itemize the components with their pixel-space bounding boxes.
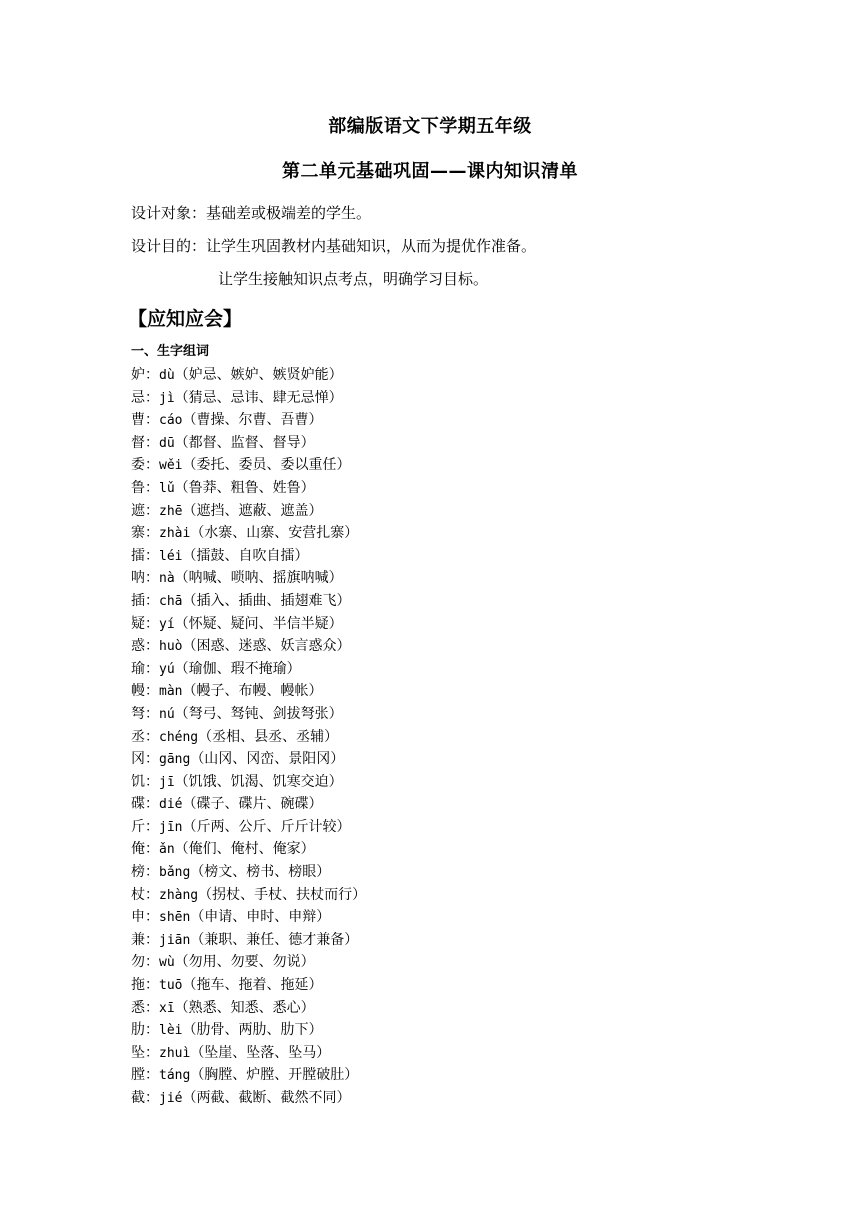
list-item xyxy=(131,951,366,974)
list-item xyxy=(131,477,366,500)
vocab-separator: ： xyxy=(145,728,159,745)
vocab-char: 斤 xyxy=(131,818,145,835)
vocab-char: 遮 xyxy=(131,502,145,519)
list-item xyxy=(131,1042,366,1065)
list-item xyxy=(131,771,366,794)
vocab-pinyin: dié xyxy=(159,797,183,813)
vocab-pinyin: yú xyxy=(159,661,175,677)
vocab-separator: ： xyxy=(145,570,159,587)
vocab-words: （申请、申时、申辩） xyxy=(190,909,331,926)
vocab-char: 俺 xyxy=(131,841,145,858)
list-item xyxy=(131,906,366,929)
vocab-char: 委 xyxy=(131,457,145,474)
vocab-char: 碟 xyxy=(131,796,145,813)
list-item xyxy=(131,432,366,455)
vocab-separator: ： xyxy=(145,886,159,903)
vocab-words: （斤两、公斤、斤斤计较） xyxy=(182,818,351,835)
vocab-separator: ： xyxy=(145,909,159,926)
list-item xyxy=(131,929,366,952)
vocab-pinyin: yí xyxy=(159,616,175,632)
vocab-words: （鲁莽、粗鲁、姓鲁） xyxy=(174,479,315,496)
vocab-char: 寨 xyxy=(131,525,145,542)
vocab-words: （碟子、碟片、碗碟） xyxy=(182,796,323,813)
vocab-words: （熟悉、知悉、悉心） xyxy=(174,999,315,1016)
design-target-value: 基础差或极端差的学生。 xyxy=(206,204,372,222)
vocab-separator: ： xyxy=(145,638,159,655)
vocab-char: 截 xyxy=(131,1090,145,1106)
list-item xyxy=(131,545,366,568)
list-item xyxy=(131,884,366,907)
vocab-words: （曹操、尔曹、吾曹） xyxy=(182,412,323,429)
vocab-char: 丞 xyxy=(131,728,145,745)
vocab-char: 瑜 xyxy=(131,660,145,677)
design-goal-row-2 xyxy=(218,268,488,290)
vocab-pinyin: jiān xyxy=(159,932,191,948)
vocab-char: 惑 xyxy=(131,638,145,655)
list-item xyxy=(131,590,366,613)
vocab-pinyin: wù xyxy=(159,955,175,971)
list-item xyxy=(131,1087,366,1110)
vocab-pinyin: chā xyxy=(159,593,183,609)
vocab-separator: ： xyxy=(145,412,159,429)
document-title: 部编版语文下学期五年级 xyxy=(328,116,532,137)
vocab-words: （拐杖、手杖、扶杖而行） xyxy=(198,886,367,903)
vocab-char: 呐 xyxy=(131,570,145,587)
vocab-words: （拖车、拖着、拖延） xyxy=(182,977,323,994)
vocab-separator: ： xyxy=(145,1022,159,1039)
list-item xyxy=(131,364,366,387)
vocab-char: 弩 xyxy=(131,705,145,722)
vocab-separator: ： xyxy=(145,931,159,948)
vocab-char: 鲁 xyxy=(131,479,145,496)
list-item xyxy=(131,635,366,658)
list-item xyxy=(131,680,366,703)
vocab-pinyin: zhàng xyxy=(159,887,199,903)
vocab-separator: ： xyxy=(145,773,159,790)
vocab-char: 冈 xyxy=(131,751,145,768)
vocab-words: （猜忌、忌讳、肆无忌惮） xyxy=(174,389,343,406)
vocab-char: 坠 xyxy=(131,1044,145,1061)
vocab-separator: ： xyxy=(145,818,159,835)
vocab-list xyxy=(131,364,366,1110)
vocab-words: （弩弓、驽钝、剑拔弩张） xyxy=(174,705,343,722)
vocab-separator: ： xyxy=(145,457,159,474)
list-item xyxy=(131,613,366,636)
list-item xyxy=(131,1019,366,1042)
vocab-char: 忌 xyxy=(131,389,145,406)
list-item xyxy=(131,703,366,726)
vocab-separator: ： xyxy=(145,751,159,768)
vocab-separator: ： xyxy=(145,841,159,858)
vocab-separator: ： xyxy=(145,615,159,632)
list-item xyxy=(131,838,366,861)
vocab-pinyin: dū xyxy=(159,435,175,451)
vocab-pinyin: zhài xyxy=(159,526,191,542)
vocab-words: （勿用、勿要、勿说） xyxy=(174,954,315,971)
vocab-pinyin: màn xyxy=(159,684,183,700)
vocab-words: （丞相、县丞、丞辅） xyxy=(198,728,339,745)
list-item xyxy=(131,409,366,432)
vocab-words: （兼职、兼任、德才兼备） xyxy=(190,931,359,948)
design-goal-label: 设计目的： xyxy=(131,237,207,255)
vocab-separator: ： xyxy=(145,660,159,677)
vocab-separator: ： xyxy=(145,525,159,542)
vocab-words: （瑜伽、瑕不掩瑜） xyxy=(174,660,301,677)
vocab-pinyin: jì xyxy=(159,390,175,406)
vocab-words: （妒忌、嫉妒、嫉贤妒能） xyxy=(174,367,343,383)
vocab-char: 曹 xyxy=(131,412,145,429)
vocab-words: （委托、委员、委以重任） xyxy=(182,457,351,474)
vocab-separator: ： xyxy=(145,547,159,564)
vocab-separator: ： xyxy=(145,796,159,813)
vocab-separator: ： xyxy=(145,1044,159,1061)
vocab-pinyin: cáo xyxy=(159,413,183,429)
vocab-pinyin: léi xyxy=(159,548,183,564)
vocab-pinyin: lèi xyxy=(159,1023,183,1039)
vocab-separator: ： xyxy=(145,705,159,722)
vocab-words: （困惑、迷惑、妖言惑众） xyxy=(182,638,351,655)
vocab-words: （坠崖、坠落、坠马） xyxy=(190,1044,331,1061)
vocab-words: （肋骨、两肋、肋下） xyxy=(182,1022,323,1039)
list-item xyxy=(131,387,366,410)
list-item xyxy=(131,658,366,681)
vocab-separator: ： xyxy=(145,1067,159,1084)
vocab-words: （遮挡、遮蔽、遮盖） xyxy=(182,502,323,519)
vocab-char: 疑 xyxy=(131,615,145,632)
vocab-char: 杖 xyxy=(131,886,145,903)
vocab-pinyin: xī xyxy=(159,1000,175,1016)
vocab-char: 悉 xyxy=(131,999,145,1016)
vocab-separator: ： xyxy=(145,389,159,406)
vocab-pinyin: lǔ xyxy=(159,480,175,496)
vocab-pinyin: dù xyxy=(159,368,175,383)
vocab-pinyin: nú xyxy=(159,706,175,722)
list-item xyxy=(131,567,366,590)
vocab-separator: ： xyxy=(145,1090,159,1106)
vocab-words: （两截、截断、截然不同） xyxy=(182,1090,351,1106)
vocab-words: （擂鼓、自吹自擂） xyxy=(182,547,309,564)
vocab-separator: ： xyxy=(145,434,159,451)
vocab-pinyin: nà xyxy=(159,571,175,587)
vocab-pinyin: jī xyxy=(159,774,175,790)
vocab-words: （插入、插曲、插翅难飞） xyxy=(182,592,351,609)
vocab-words: （幔子、布幔、幔帐） xyxy=(182,683,323,700)
sub-heading: 一、生字组词 xyxy=(131,344,210,359)
vocab-separator: ： xyxy=(145,977,159,994)
vocab-separator: ： xyxy=(145,479,159,496)
vocab-char: 擂 xyxy=(131,547,145,564)
vocab-words: （榜文、榜书、榜眼） xyxy=(190,864,331,881)
vocab-char: 督 xyxy=(131,434,145,451)
section-heading: 【应知应会】 xyxy=(128,308,243,330)
vocab-pinyin: jié xyxy=(159,1091,183,1106)
vocab-words: （呐喊、唢呐、摇旗呐喊） xyxy=(174,570,343,587)
vocab-separator: ： xyxy=(145,954,159,971)
vocab-pinyin: jīn xyxy=(159,819,183,835)
vocab-separator: ： xyxy=(145,592,159,609)
vocab-pinyin: bǎng xyxy=(159,865,191,881)
vocab-separator: ： xyxy=(145,864,159,881)
vocab-pinyin: táng xyxy=(159,1068,191,1084)
list-item xyxy=(131,1064,366,1087)
list-item xyxy=(131,816,366,839)
vocab-char: 插 xyxy=(131,592,145,609)
vocab-pinyin: wěi xyxy=(159,458,183,474)
list-item xyxy=(131,726,366,749)
list-item xyxy=(131,974,366,997)
vocab-char: 肋 xyxy=(131,1022,145,1039)
vocab-words: （怀疑、疑问、半信半疑） xyxy=(174,615,343,632)
list-item xyxy=(131,997,366,1020)
vocab-separator: ： xyxy=(145,502,159,519)
list-item xyxy=(131,522,366,545)
vocab-char: 幔 xyxy=(131,683,145,700)
vocab-char: 申 xyxy=(131,909,145,926)
vocab-char: 拖 xyxy=(131,977,145,994)
vocab-char: 兼 xyxy=(131,931,145,948)
vocab-char: 饥 xyxy=(131,773,145,790)
document-subtitle: 第二单元基础巩固——课内知识清单 xyxy=(282,161,578,182)
vocab-words: （胸膛、炉膛、开膛破肚） xyxy=(190,1067,359,1084)
vocab-pinyin: zhuì xyxy=(159,1045,191,1061)
vocab-pinyin: zhē xyxy=(159,503,183,519)
vocab-words: （都督、监督、督导） xyxy=(174,434,315,451)
vocab-pinyin: shēn xyxy=(159,910,191,926)
vocab-char: 妒 xyxy=(131,367,145,383)
design-target-label: 设计对象： xyxy=(131,204,207,222)
design-goal-value-1: 让学生巩固教材内基础知识，从而为提优作准备。 xyxy=(206,237,537,255)
vocab-pinyin: gāng xyxy=(159,752,191,768)
vocab-pinyin: ǎn xyxy=(159,842,175,858)
list-item xyxy=(131,861,366,884)
vocab-words: （水寨、山寨、安营扎寨） xyxy=(190,525,359,542)
vocab-pinyin: chéng xyxy=(159,729,199,745)
vocab-char: 榜 xyxy=(131,864,145,881)
list-item xyxy=(131,748,366,771)
vocab-words: （饥饿、饥渴、饥寒交迫） xyxy=(174,773,343,790)
vocab-words: （山冈、冈峦、景阳冈） xyxy=(190,751,345,768)
vocab-char: 勿 xyxy=(131,954,145,971)
vocab-pinyin: tuō xyxy=(159,978,183,994)
vocab-separator: ： xyxy=(145,999,159,1016)
vocab-separator: ： xyxy=(145,683,159,700)
vocab-char: 膛 xyxy=(131,1067,145,1084)
list-item xyxy=(131,793,366,816)
design-goal-value-2: 让学生接触知识点考点，明确学习目标。 xyxy=(218,270,489,288)
vocab-pinyin: huò xyxy=(159,639,183,655)
list-item xyxy=(131,454,366,477)
design-goal-row xyxy=(131,235,536,257)
list-item xyxy=(131,500,366,523)
vocab-words: （俺们、俺村、俺家） xyxy=(174,841,315,858)
design-target-row xyxy=(131,202,371,224)
vocab-separator: ： xyxy=(145,367,159,383)
